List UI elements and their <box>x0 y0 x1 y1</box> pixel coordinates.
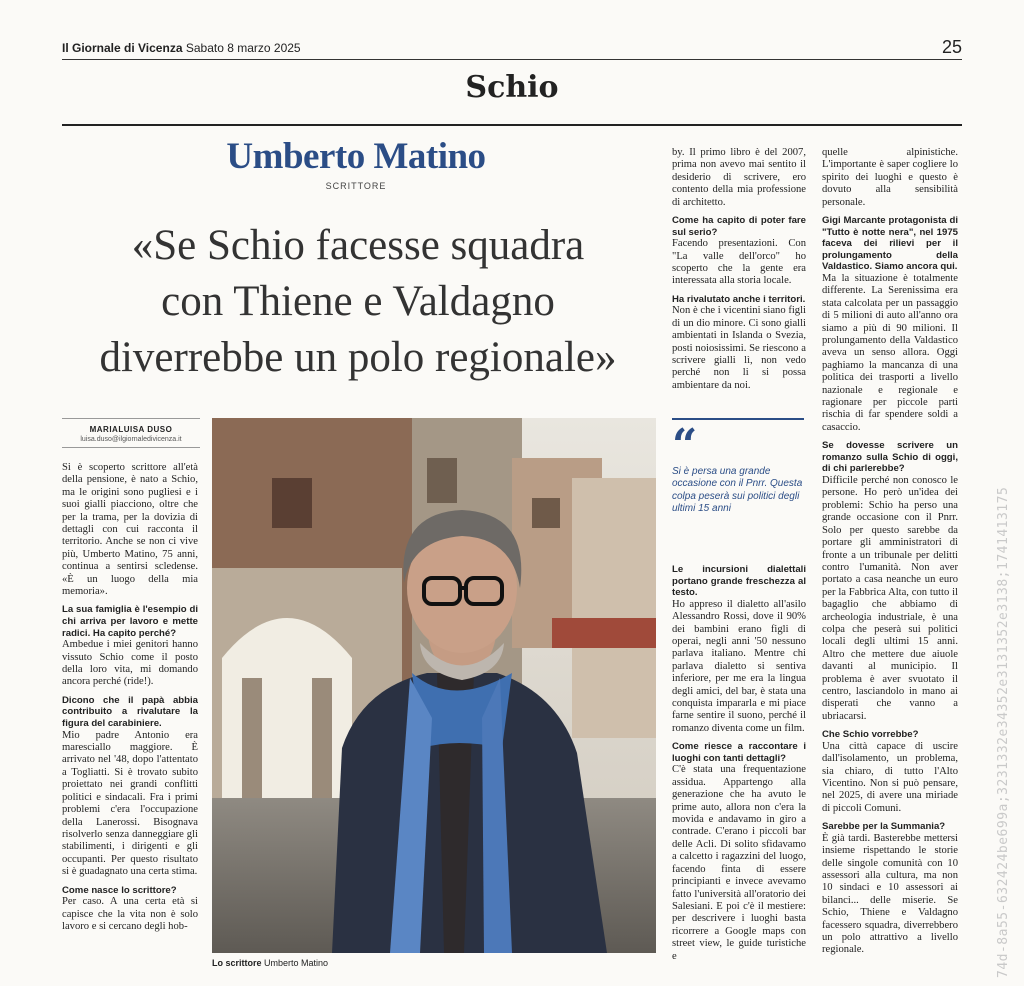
interview-question: Gigi Marcante protagonista di "Tutto è notte nera", nel 1975 faceva dei rilievi per il prolungamento della Valdastico. Siamo ancora qui. <box>822 215 958 273</box>
author-photo <box>212 418 656 953</box>
section-title: Schio <box>465 70 559 105</box>
pull-quote <box>672 418 804 516</box>
text-column-1 <box>62 462 198 939</box>
caption-text: Umberto Matino <box>264 958 329 968</box>
paragraph: Non è che i vicentini siano figli di un dio minore. Ci sono gialli ambientati in Islanda o Svezia, posti noiosissimi. Se riescono a scrivere gialli lì, non vedo perché non li si possa ambientare da noi. <box>672 305 806 391</box>
page-header <box>62 37 962 60</box>
interview-question: Che Schio vorrebbe? <box>822 729 919 741</box>
interview-question: Sarebbe per la Summania? <box>822 821 946 833</box>
paragraph: Difficile perché non conosco le persone. Ho però un'idea dei problemi: Schio ha perso una grande occasione con il Pnrr. Solo per questo sarebbe da portare gli amministratori di fronte a un tribunale per delitti contro l'umanità. Non aver portato a casa neanche un euro per la Fabbrica Alta, con tutto il bagaglio che abbiamo di archeologia industriale, è una colpa che peserà sui politici locali degli ultimi 15 anni. Altro che mettere due aiuole davanti al municipio. Il problema è aver svuotato il centro, lasciandolo in mano ai disperati che vanno a ubriacarsi. <box>822 475 958 722</box>
interview-question: Le incursioni dialettali portano grande freschezza al testo. <box>672 564 806 599</box>
interview-question: Dicono che il papà abbia contribuito a rivalutare la figura del carabiniere. <box>62 694 198 730</box>
paragraph: quelle alpinistiche. L'importante è saper cogliere lo spirito dei luoghi e questo è dovuto alla sensibilità personale. <box>822 147 958 208</box>
headline-line: «Se Schio facesse squadra <box>131 222 585 269</box>
interview-question: Come riesce a raccontare i luoghi con tanti dettagli? <box>672 741 806 764</box>
text-column-3 <box>822 147 958 963</box>
page-number: 25 <box>941 37 962 57</box>
issue-date: Sabato 8 marzo 2025 <box>185 41 301 55</box>
paragraph: by. Il primo libro è del 2007, prima non avevo mai sentito il desiderio di scrivere, ero contento della mia professione di architetto. <box>672 147 806 208</box>
paragraph: Si è scoperto scrittore all'età della pensione, è nato a Schio, ma le origini sono pugliesi e i suoi gialli piacciono, oltre che per la trama, per la dovizia di dettagli con cui racconta il territorio. Anche se non ci vive più, Umberto Matino, 75 anni, continua a sentirsi scledense. «È un luogo della mia memoria». <box>62 462 198 598</box>
paragraph: Ambedue i miei genitori hanno vissuto Schio come il posto della loro vita, mi domando ancora perché (ride!). <box>62 639 198 688</box>
pull-quote-text: Si è persa una grande occasione con il Pnrr. Questa colpa peserà sui politici degli ultimi 15 anni <box>672 466 803 515</box>
text-column-2 <box>672 147 806 398</box>
interview-question: Se dovesse scrivere un romanzo sulla Schio di oggi, di chi parlerebbe? <box>822 440 958 475</box>
interview-question: Come ha capito di poter fare sul serio? <box>672 215 806 238</box>
quote-mark-icon: “ <box>672 420 698 471</box>
photo-caption <box>212 958 328 968</box>
headline-line: con Thiene e Valdagno <box>161 278 555 325</box>
paragraph: Una città capace di uscire dall'isolamento, un problema, sia chiaro, di tutto l'Alto Vicentino. Non si può pensare, nel 2025, di avere una miriade di piccoli Comuni. <box>822 740 958 814</box>
byline <box>62 418 200 448</box>
author-name: Umberto Matino <box>226 136 486 177</box>
headline <box>58 218 658 386</box>
byline-name: MARIALUISA DUSO <box>89 425 173 434</box>
interview-question: La sua famiglia è l'esempio di chi arriva per lavoro e mette radici. Ha capito perché? <box>62 604 198 639</box>
interview-question: Ha rivalutato anche i territori. <box>672 293 806 305</box>
byline-email: luisa.duso@ilgiornaledivicenza.it <box>80 436 182 443</box>
paragraph: Ma la situazione è totalmente differente. La Serenissima era stata calcolata per un passaggio di 5 milioni di auto all'anno ora siamo a più di 90 milioni. Il prolungamento della Valdastico aveva un senso allora. Oggi paghiamo la mancanza di una politica dei trasporti a livello nazionale e regionale e ragionare per piccole parti rischia di far spendere soldi a casaccio. <box>822 273 958 433</box>
paragraph: Mio padre Antonio era maresciallo maggiore. È arrivato nel '48, dopo l'attentato a Togliatti. Si è trovato subito proiettato nei grandi conflitti politici e sindacali. Fra i primi problemi c'era l'occupazione della Lanerossi. Bisognava risolverlo senza danneggiare gli stabilimenti, i dirigenti e gli occupanti. Per questo risultato si è guadagnato una certa stima. <box>62 729 198 878</box>
text-column-2b <box>672 562 806 969</box>
headline-line: diverrebbe un polo regionale» <box>99 334 617 381</box>
paper-name: Il Giornale di Vicenza <box>62 41 183 55</box>
author-photo-illustration <box>212 418 656 953</box>
section-rule <box>62 124 962 126</box>
paragraph: Ho appreso il dialetto all'asilo Alessandro Rossi, dove il 90% dei bambini erano figli di operai, negli anni '50 nessuno parlava italiano. Mentre chi parlava dialetto si sentiva inferiore, per me era la lingua degli amici, del bar, è stata una conquista impararla e mi piace farne sentire il suono, perché il romanzo diventa come un film. <box>672 598 806 734</box>
caption-label: Lo scrittore <box>212 958 262 968</box>
paragraph: È già tardi. Basterebbe mettersi insieme rispettando le storie delle singole comunità con 10 assessori alla cultura, ma non 10 sindaci e 10 assessori ai bilanci... delle miserie. Se Schio, Thiene e Valdagno facessero squadra, diverrebbero un polo attrattivo a livello regionale. <box>822 832 958 956</box>
masthead <box>62 41 301 55</box>
paragraph: Facendo presentazioni. Con "La valle dell'orco" ho scoperto che la gente era interessata alla storia locale. <box>672 238 806 287</box>
paragraph: Per caso. A una certa età si capisce che la vita non è solo lavoro e si cercano degli hob- <box>62 896 198 932</box>
author-role: SCRITTORE <box>325 181 387 191</box>
side-code: 74d-8a55-632424be699a;3231332e34352e3131352e3138;1741413175 <box>996 486 1011 978</box>
interview-question: Come nasce lo scrittore? <box>62 884 177 896</box>
paragraph: C'è stata una frequentazione assidua. Appartengo alla generazione che ha avuto le prime auto, allora non c'era la movida e andavamo in giro a contrade. C'erano i piccoli bar delle Acli. Di solito sfidavamo a calcetto i ragazzini del luogo, facendo finta di essere principianti e invece avevamo fatto l'università all'oratorio dei Salesiani. E poi c'è il mestiere: per descrivere i luoghi basta ricorrere a Google maps con street view, le guide turistiche e <box>672 764 806 962</box>
